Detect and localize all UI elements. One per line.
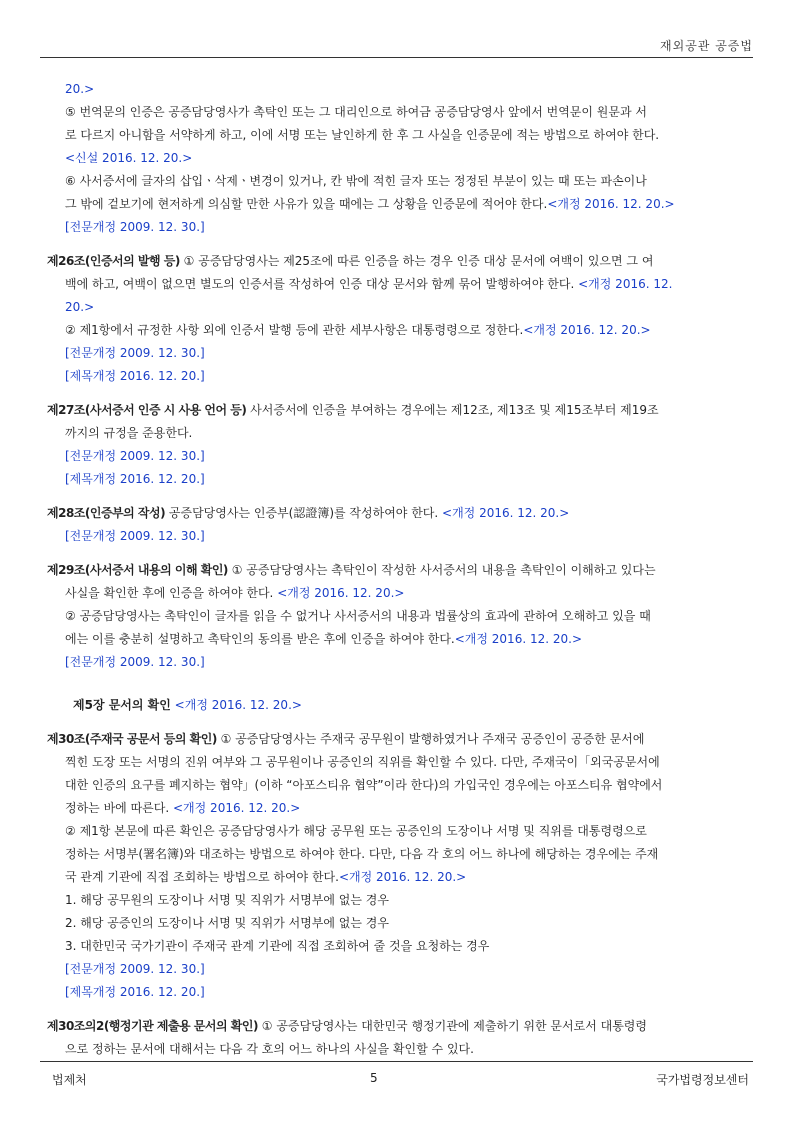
text-line xyxy=(47,981,753,1004)
amendment-note: 20.> xyxy=(65,300,95,314)
amendment-note: [전문개정 2009. 12. 30.] xyxy=(65,220,205,234)
article xyxy=(47,1015,753,1061)
text-line xyxy=(47,273,753,296)
amendment-note: <개정 2016. 12. 20.> xyxy=(173,801,301,815)
text-line xyxy=(47,124,753,147)
text-line xyxy=(47,319,753,342)
text-line xyxy=(47,958,753,981)
text-line xyxy=(47,147,753,170)
text-line xyxy=(47,468,753,491)
article xyxy=(47,559,753,674)
text-segment: ① 공증담당영사는 촉탁인이 작성한 사서증서의 내용을 촉탁인이 이해하고 있다는 xyxy=(227,563,656,577)
amendment-note: <개정 2016. 12. 20.> xyxy=(277,586,405,600)
text-line xyxy=(47,605,753,628)
text-line xyxy=(47,559,753,582)
document-body xyxy=(47,78,753,1061)
text-segment: 정하는 바에 따른다. xyxy=(65,801,173,815)
text-segment: 공증담당영사는 인증부(認證簿)를 작성하여야 한다. xyxy=(165,506,443,520)
text-segment: 사서증서에 인증을 부여하는 경우에는 제12조, 제13조 및 제15조부터 제19조 xyxy=(246,403,659,417)
text-segment: 2. 해당 공증인의 도장이나 서명 및 직위가 서명부에 없는 경우 xyxy=(65,916,389,930)
text-segment: 그 밖에 겉보기에 현저하게 의심할 만한 사유가 있을 때에는 그 상황을 인증문에 적어야 한다. xyxy=(65,197,548,211)
text-line xyxy=(47,78,753,101)
text-segment: 사실을 확인한 후에 인증을 하여야 한다. xyxy=(65,586,278,600)
amendment-note: <개정 2016. 12. 20.> xyxy=(454,632,582,646)
text-line xyxy=(47,889,753,912)
text-segment: ② 제1항 본문에 따른 확인은 공증담당영사가 해당 공무원 또는 공증인의 도장이나 서명 및 직위를 대통령령으로 xyxy=(65,824,647,838)
text-line xyxy=(47,843,753,866)
amendment-note: 20.> xyxy=(65,82,95,96)
article xyxy=(47,399,753,491)
text-line xyxy=(47,296,753,319)
amendment-note: <개정 2016. 12. 20.> xyxy=(547,197,675,211)
text-line xyxy=(47,651,753,674)
text-segment: 1. 해당 공무원의 도장이나 서명 및 직위가 서명부에 없는 경우 xyxy=(65,893,389,907)
text-line xyxy=(47,751,753,774)
article-title: 제30조(주재국 공문서 등의 확인) xyxy=(47,732,217,746)
article-title: 제27조(사서증서 인증 시 사용 언어 등) xyxy=(47,403,247,417)
text-line xyxy=(47,445,753,468)
amendment-note: <개정 2016. 12. 20.> xyxy=(523,323,651,337)
text-segment: ① 공증담당영사는 주재국 공무원이 발행하였거나 주재국 공증인이 공증한 문서에 xyxy=(216,732,645,746)
amendment-note: [제목개정 2016. 12. 20.] xyxy=(65,369,205,383)
text-line xyxy=(47,250,753,273)
amendment-note: [제목개정 2016. 12. 20.] xyxy=(65,472,205,486)
text-line xyxy=(47,365,753,388)
text-line xyxy=(47,774,753,797)
text-line xyxy=(47,728,753,751)
text-line xyxy=(47,193,753,216)
text-line xyxy=(47,866,753,889)
text-line xyxy=(47,502,753,525)
document-header-title: 재외공관 공증법 xyxy=(660,39,753,53)
text-line xyxy=(47,820,753,843)
text-segment: 찍힌 도장 또는 서명의 진위 여부와 그 공무원이나 공증인의 직위를 확인할 수 있다. 다만, 주재국이「외국공문서에 xyxy=(65,755,660,769)
article-title: 제30조의2(행정기관 제출용 문서의 확인) xyxy=(47,1019,258,1033)
article-title: 제26조(인증서의 발행 등) xyxy=(47,254,180,268)
article xyxy=(47,502,753,548)
amendment-note: [전문개정 2009. 12. 30.] xyxy=(65,449,205,463)
text-line xyxy=(47,342,753,365)
text-line xyxy=(47,628,753,651)
text-segment: 으로 정하는 문서에 대해서는 다음 각 호의 어느 하나의 사실을 확인할 수 있다. xyxy=(65,1042,474,1056)
text-line xyxy=(47,1038,753,1061)
article-title: 제28조(인증부의 작성) xyxy=(47,506,166,520)
footer-source: 법제처 xyxy=(52,1073,87,1087)
footer-divider xyxy=(40,1061,753,1062)
text-line xyxy=(47,935,753,958)
chapter-title: 제5장 문서의 확인 xyxy=(73,698,171,712)
text-line xyxy=(47,582,753,605)
amendment-note: [전문개정 2009. 12. 30.] xyxy=(65,655,205,669)
amendment-note: <개정 2016. 12. 20.> xyxy=(338,870,467,884)
text-segment: 정하는 서명부(署名簿)와 대조하는 방법으로 하여야 한다. 다만, 다음 각 호의 어느 하나에 해당하는 경우에는 주재 xyxy=(65,847,659,861)
text-line xyxy=(47,422,753,445)
amendment-note: <개정 2016. 12. 20.> xyxy=(442,506,570,520)
page-number: 5 xyxy=(370,1071,378,1085)
amendment-note: [전문개정 2009. 12. 30.] xyxy=(65,529,205,543)
article xyxy=(47,250,753,388)
amendment-note: [전문개정 2009. 12. 30.] xyxy=(65,346,205,360)
text-line xyxy=(47,525,753,548)
text-line xyxy=(47,101,753,124)
text-segment: ② 공증담당영사는 촉탁인이 글자를 읽을 수 없거나 사서증서의 내용과 법률상의 효과에 관하여 오해하고 있을 때 xyxy=(65,609,651,623)
text-segment: 로 다르지 아니함을 서약하게 하고, 이에 서명 또는 날인하게 한 후 그 사실을 인증문에 적는 방법으로 하여야 한다. xyxy=(65,128,660,142)
text-line xyxy=(47,1015,753,1038)
text-segment: ② 제1항에서 규정한 사항 외에 인증서 발행 등에 관한 세부사항은 대통령령으로 정한다. xyxy=(65,323,524,337)
chapter-heading xyxy=(47,694,753,717)
text-segment: 3. 대한민국 국가기관이 주재국 관계 기관에 직접 조회하여 줄 것을 요청하는 경우 xyxy=(65,939,490,953)
amendment-note: [제목개정 2016. 12. 20.] xyxy=(65,985,205,999)
text-segment: ① 공증담당영사는 제25조에 따른 인증을 하는 경우 인증 대상 문서에 여백이 있으면 그 여 xyxy=(179,254,654,268)
text-line xyxy=(47,399,753,422)
header-divider xyxy=(40,57,753,58)
amendment-note: <신설 2016. 12. 20.> xyxy=(65,151,193,165)
article xyxy=(47,728,753,1004)
footer-publisher: 국가법령정보센터 xyxy=(656,1073,749,1087)
text-line xyxy=(47,797,753,820)
text-segment: 대한 인증의 요구를 폐지하는 협약」(이하 “아포스티유 협약”이라 한다)의 가입국인 경우에는 아포스티유 협약에서 xyxy=(65,778,663,792)
text-line xyxy=(47,170,753,193)
text-segment: 에는 이를 충분히 설명하고 촉탁인의 동의를 받은 후에 인증을 하여야 한다. xyxy=(65,632,455,646)
text-segment: 국 관계 기관에 직접 조회하는 방법으로 하여야 한다. xyxy=(65,870,339,884)
text-segment: 까지의 규정을 준용한다. xyxy=(65,426,193,440)
amendment-note: <개정 2016. 12. xyxy=(578,277,673,291)
article-title: 제29조(사서증서 내용의 이해 확인) xyxy=(47,563,228,577)
text-line xyxy=(47,216,753,239)
amendment-note: [전문개정 2009. 12. 30.] xyxy=(65,962,205,976)
amendment-note: <개정 2016. 12. 20.> xyxy=(170,698,302,712)
text-line xyxy=(47,912,753,935)
article-continuation xyxy=(47,78,753,239)
text-segment: ⑤ 번역문의 인증은 공증담당영사가 촉탁인 또는 그 대리인으로 하여금 공증담당영사 앞에서 번역문이 원문과 서 xyxy=(65,105,647,119)
text-segment: ⑥ 사서증서에 글자의 삽입ㆍ삭제ㆍ변경이 있거나, 칸 밖에 적힌 글자 또는 정정된 부분이 있는 때 또는 파손이나 xyxy=(65,174,647,188)
text-segment: ① 공증담당영사는 대한민국 행정기관에 제출하기 위한 문서로서 대통령령 xyxy=(257,1019,647,1033)
text-segment: 백에 하고, 여백이 없으면 별도의 인증서를 작성하여 인증 대상 문서와 함께 묶어 발행하여야 한다. xyxy=(65,277,579,291)
